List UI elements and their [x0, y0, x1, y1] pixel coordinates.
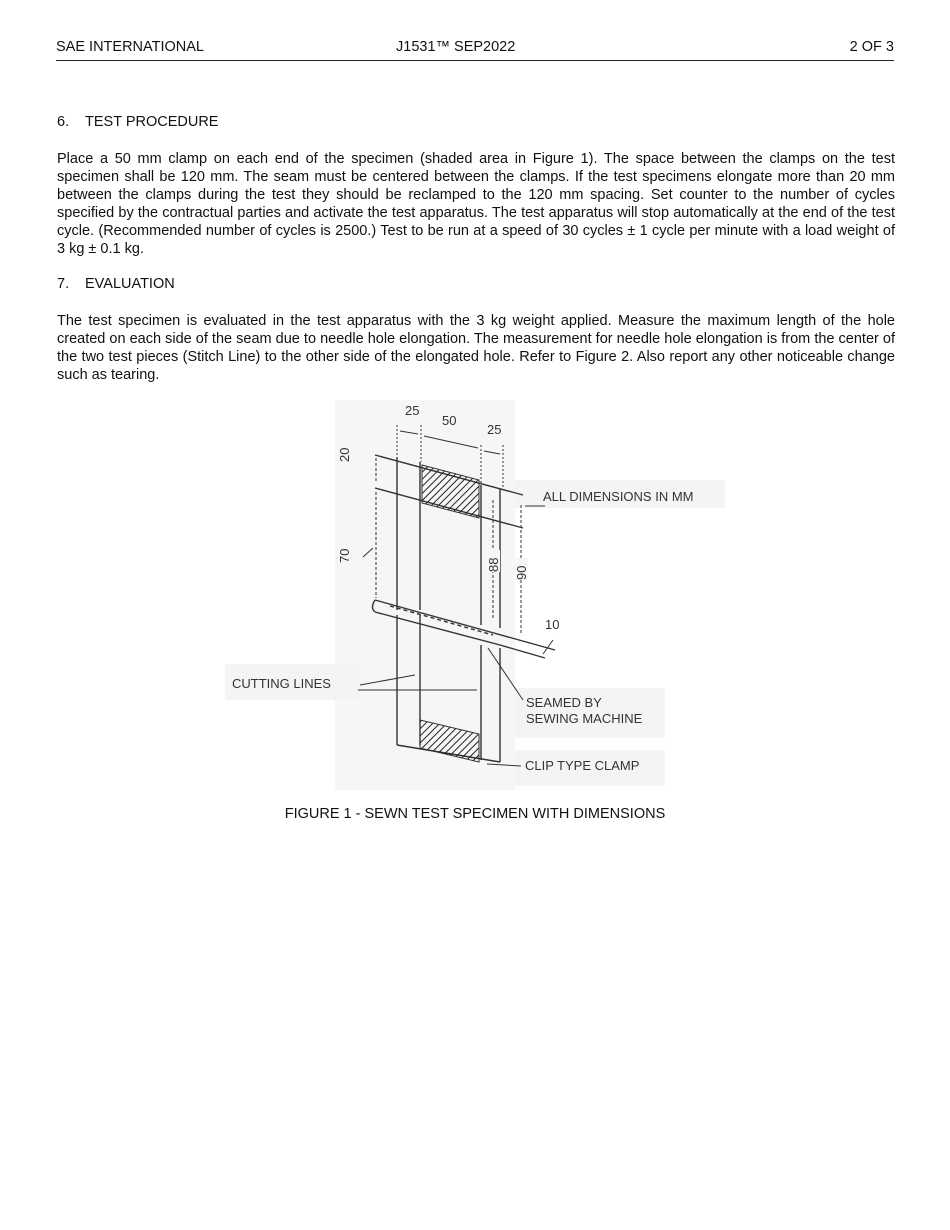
section-6-heading [57, 114, 218, 130]
dim-88: 88 [486, 557, 501, 572]
dim-90: 90 [514, 565, 529, 580]
page-header [56, 38, 894, 61]
header-doc-id: J1531™ SEP2022 [396, 39, 516, 55]
sewing-machine-label: SEWING MACHINE [526, 711, 643, 726]
dim-10: 10 [545, 617, 560, 632]
section-7-body: The test specimen is evaluated in the test apparatus with the 3 kg weight applied. Measure the maximum length of the hole created on each side of the seam due to needle hole elongation. The measurement for needle hole elongation is from the center of the two test pieces (Stitch Line) to the other side of the elongated hole. Refer to Figure 2. Also report any other noticeable change such as tearing. [57, 313, 895, 383]
cutting-lines-label: CUTTING LINES [232, 676, 331, 691]
section-7-title: EVALUATION [85, 276, 175, 292]
dim-25-right: 25 [487, 422, 502, 437]
dim-70: 70 [337, 548, 352, 563]
header-org: SAE INTERNATIONAL [56, 39, 204, 55]
dim-25-left: 25 [405, 403, 420, 418]
figure-1-specimen-diagram [225, 400, 730, 790]
seamed-by-label: SEAMED BY [526, 695, 602, 710]
dim-50: 50 [442, 413, 457, 428]
figure-1-caption: FIGURE 1 - SEWN TEST SPECIMEN WITH DIMENSIONS [284, 806, 666, 822]
section-6-body: Place a 50 mm clamp on each end of the specimen (shaded area in Figure 1). The space between the clamps on the test specimen shall be 120 mm. The seam must be centered between the clamps. If the test specimens elongate more than 20 mm between the clamps during the test they should be reclamped to the 120 mm spacing. Set counter to the number of cycles specified by the contractual parties and activate the test apparatus. The test apparatus will stop automatically at the end of the test cycle. (Recommended number of cycles is 2500.) Test to be run at a speed of 30 cycles ± 1 cycle per minute with a load weight of 3 kg ± 0.1 kg. [57, 151, 895, 257]
header-page-number: 2 OF 3 [849, 39, 894, 55]
section-7-heading [57, 276, 175, 292]
dim-20: 20 [337, 447, 352, 462]
clip-type-clamp-label: CLIP TYPE CLAMP [525, 758, 640, 773]
section-7-number: 7. [57, 276, 70, 292]
section-6-number: 6. [57, 114, 70, 130]
all-dimensions-label: ALL DIMENSIONS IN MM [543, 489, 694, 504]
section-6-title: TEST PROCEDURE [85, 114, 219, 130]
specimen-drawing [225, 400, 730, 790]
